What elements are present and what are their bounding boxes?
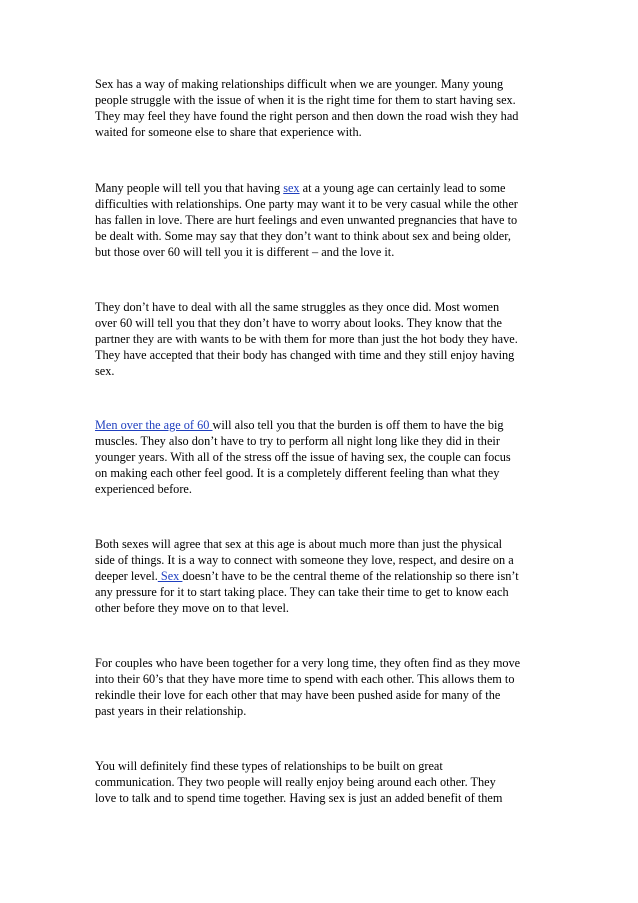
line <box>95 180 545 196</box>
text-run: will also tell you that the burden is off them to have the big <box>212 418 504 432</box>
line <box>95 584 545 600</box>
text-run: people struggle with the issue of when it is the right time for them to start having sex. <box>95 93 516 107</box>
line <box>95 108 545 124</box>
line <box>95 92 545 108</box>
line <box>95 417 545 433</box>
text-run: but those over 60 will tell you it is different – and the love it. <box>95 245 395 259</box>
line <box>95 568 545 584</box>
line <box>95 449 545 465</box>
line <box>95 315 545 331</box>
text-run: over 60 will tell you that they don’t have to worry about looks. They know that the <box>95 316 502 330</box>
text-run: communication. They two people will really enjoy being around each other. They <box>95 775 496 789</box>
text-run: They have accepted that their body has changed with time and they still enjoy having <box>95 348 515 362</box>
text-run: muscles. They also don’t have to try to perform all night long like they did in their <box>95 434 500 448</box>
text-run: difficulties with relationships. One party may want it to be very casual while the other <box>95 197 518 211</box>
text-run: at a young age can certainly lead to some <box>299 181 506 195</box>
line <box>95 244 545 260</box>
text-run: You will definitely find these types of relationships to be built on great <box>95 759 443 773</box>
text-run: on making each other feel good. It is a completely different feeling than what they <box>95 466 500 480</box>
text-run: side of things. It is a way to connect with someone they love, respect, and desire on a <box>95 553 514 567</box>
line <box>95 76 545 92</box>
line <box>95 196 545 212</box>
line <box>95 299 545 315</box>
line <box>95 481 545 497</box>
text-run: love to talk and to spend time together. Having sex is just an added benefit of them <box>95 791 503 805</box>
line <box>95 552 545 568</box>
text-run: deeper level. <box>95 569 158 583</box>
text-run: doesn’t have to be the central theme of the relationship so there isn’t <box>182 569 519 583</box>
text-run: waited for someone else to share that experience with. <box>95 125 362 139</box>
line <box>95 758 545 774</box>
men-over-60-link[interactable]: Men over the age of 60 <box>95 418 213 432</box>
text-run: into their 60’s that they have more time to spend with each other. This allows them to <box>95 672 515 686</box>
text-run: younger years. With all of the stress off the issue of having sex, the couple can focus <box>95 450 511 464</box>
line <box>95 363 545 379</box>
text-run: sex. <box>95 364 115 378</box>
text-run: For couples who have been together for a very long time, they often find as they move <box>95 656 521 670</box>
paragraph-3 <box>95 299 545 379</box>
line <box>95 687 545 703</box>
text-run: Sex has a way of making relationships difficult when we are younger. Many young <box>95 77 504 91</box>
line <box>95 331 545 347</box>
paragraph-6 <box>95 655 545 719</box>
text-run: They don’t have to deal with all the same struggles as they once did. Most women <box>95 300 500 314</box>
line <box>95 465 545 481</box>
text-run: Both sexes will agree that sex at this age is about much more than just the physical <box>95 537 503 551</box>
text-run: rekindle their love for each other that may have been pushed aside for many of the <box>95 688 501 702</box>
line <box>95 671 545 687</box>
sex-link[interactable]: sex <box>283 181 300 195</box>
text-run: any pressure for it to start taking place. They can take their time to get to know each <box>95 585 509 599</box>
line <box>95 347 545 363</box>
line <box>95 703 545 719</box>
line <box>95 774 545 790</box>
line <box>95 600 545 616</box>
text-run: has fallen in love. There are hurt feelings and even unwanted pregnancies that have to <box>95 213 518 227</box>
line <box>95 212 545 228</box>
paragraph-4 <box>95 417 545 497</box>
line <box>95 433 545 449</box>
paragraph-1 <box>95 76 545 140</box>
text-run: partner they are with wants to be with them for more than just the hot body they have. <box>95 332 518 346</box>
line <box>95 536 545 552</box>
sex-link-2[interactable]: Sex <box>157 569 183 583</box>
text-run: past years in their relationship. <box>95 704 247 718</box>
text-run: other before they move on to that level. <box>95 601 289 615</box>
line <box>95 124 545 140</box>
line <box>95 790 545 806</box>
paragraph-5 <box>95 536 545 616</box>
text-run: They may feel they have found the right person and then down the road wish they had <box>95 109 519 123</box>
paragraph-7 <box>95 758 545 806</box>
paragraph-2 <box>95 180 545 260</box>
text-run: Many people will tell you that having <box>95 181 284 195</box>
text-run: experienced before. <box>95 482 192 496</box>
line <box>95 228 545 244</box>
text-run: be dealt with. Some may say that they don’t want to think about sex and being older, <box>95 229 511 243</box>
line <box>95 655 545 671</box>
